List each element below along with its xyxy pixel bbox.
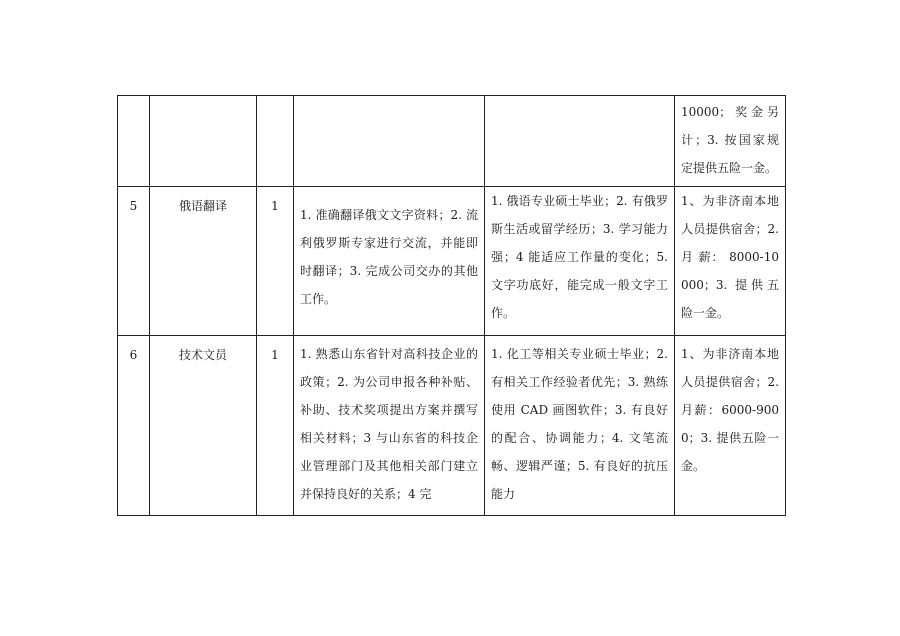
job-table (117, 95, 786, 516)
cell-no: 5 (118, 187, 150, 336)
cell-no (118, 96, 150, 187)
table-row (118, 96, 786, 187)
cell-duties (294, 96, 485, 187)
cell-position: 技术文员 (150, 336, 257, 516)
cell-no: 6 (118, 336, 150, 516)
cell-requirements (485, 96, 675, 187)
cell-benefits: 1、为非济南本地人员提供宿舍；2. 月薪：6000-9000；3. 提供五险一金。 (675, 336, 786, 516)
cell-count: 1 (257, 336, 294, 516)
cell-requirements: 1. 俄语专业硕士毕业；2. 有俄罗斯生活或留学经历；3. 学习能力强；4 能适应工作量的变化；5. 文字功底好，能完成一般文字工作。 (485, 187, 675, 336)
cell-benefits: 1、为非济南本地人员提供宿舍；2. 月 薪： 8000-10000；3. 提供五险一金。 (675, 187, 786, 336)
table-row (118, 336, 786, 516)
cell-count: 1 (257, 187, 294, 336)
table-row (118, 187, 786, 336)
cell-position: 俄语翻译 (150, 187, 257, 336)
cell-duties: 1. 熟悉山东省针对高科技企业的政策；2. 为公司申报各种补贴、补助、技术奖项提出方案并撰写相关材料；3 与山东省的科技企业管理部门及其他相关部门建立并保持良好的关系；4 完 (294, 336, 485, 516)
cell-position (150, 96, 257, 187)
cell-benefits: 10000；奖金另计；3. 按国家规定提供五险一金。 (675, 96, 786, 187)
cell-count (257, 96, 294, 187)
cell-requirements: 1. 化工等相关专业硕士毕业；2. 有相关工作经验者优先；3. 熟练使用 CAD 画图软件；3. 有良好的配合、协调能力；4. 文笔流畅、逻辑严谨；5. 有良好的抗压能力 (485, 336, 675, 516)
cell-duties: 1. 准确翻译俄文文字资料；2. 流利俄罗斯专家进行交流，并能即时翻译；3. 完成公司交办的其他工作。 (294, 187, 485, 336)
